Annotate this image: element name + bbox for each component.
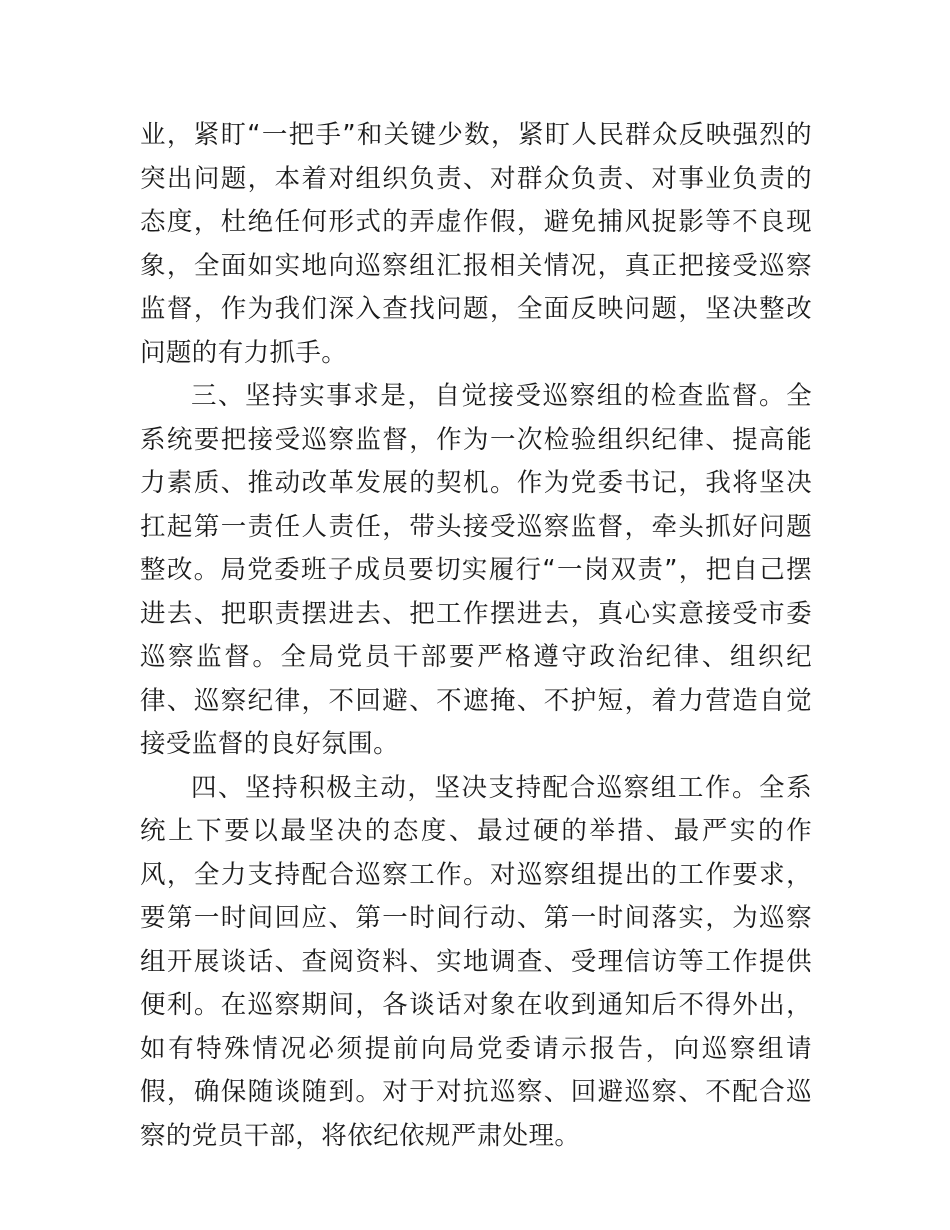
paragraph-section-four: 四、坚持积极主动，坚决支持配合巡察组工作。全系统上下要以最坚决的态度、最过硬的举措、最严实的作风，全力支持配合巡察工作。对巡察组提出的工作要求，要第一时间回应、第一时间行动、第一时间落实，为巡察组开展谈话、查阅资料、实地调查、受理信访等工作提供便利。在巡察期间，各谈话对象在收到通知后不得外出，如有特殊情况必须提前向局党委请示报告，向巡察组请假，确保随谈随到。对于对抗巡察、回避巡察、不配合巡察的党员干部，将依纪依规严肃处理。	[140, 772, 812, 1151]
paragraph-continuation: 业，紧盯“一把手”和关键少数，紧盯人民群众反映强烈的突出问题，本着对组织负责、对群众负责、对事业负责的态度，杜绝任何形式的弄虚作假，避免捕风捉影等不良现象，全面如实地向巡察组汇报相关情况，真正把接受巡察监督，作为我们深入查找问题，全面反映问题，坚决整改问题的有力抓手。	[140, 120, 812, 368]
paragraph-section-three: 三、坚持实事求是，自觉接受巡察组的检查监督。全系统要把接受巡察监督，作为一次检验组织纪律、提高能力素质、推动改革发展的契机。作为党委书记，我将坚决扛起第一责任人责任，带头接受巡察监督，牵头抓好问题整改。局党委班子成员要切实履行“一岗双责”，把自己摆进去、把职责摆进去、把工作摆进去，真心实意接受市委巡察监督。全局党员干部要严格遵守政治纪律、组织纪律、巡察纪律，不回避、不遮掩、不护短，着力营造自觉接受监督的良好氛围。	[140, 381, 812, 759]
document-body	[140, 114, 812, 1158]
